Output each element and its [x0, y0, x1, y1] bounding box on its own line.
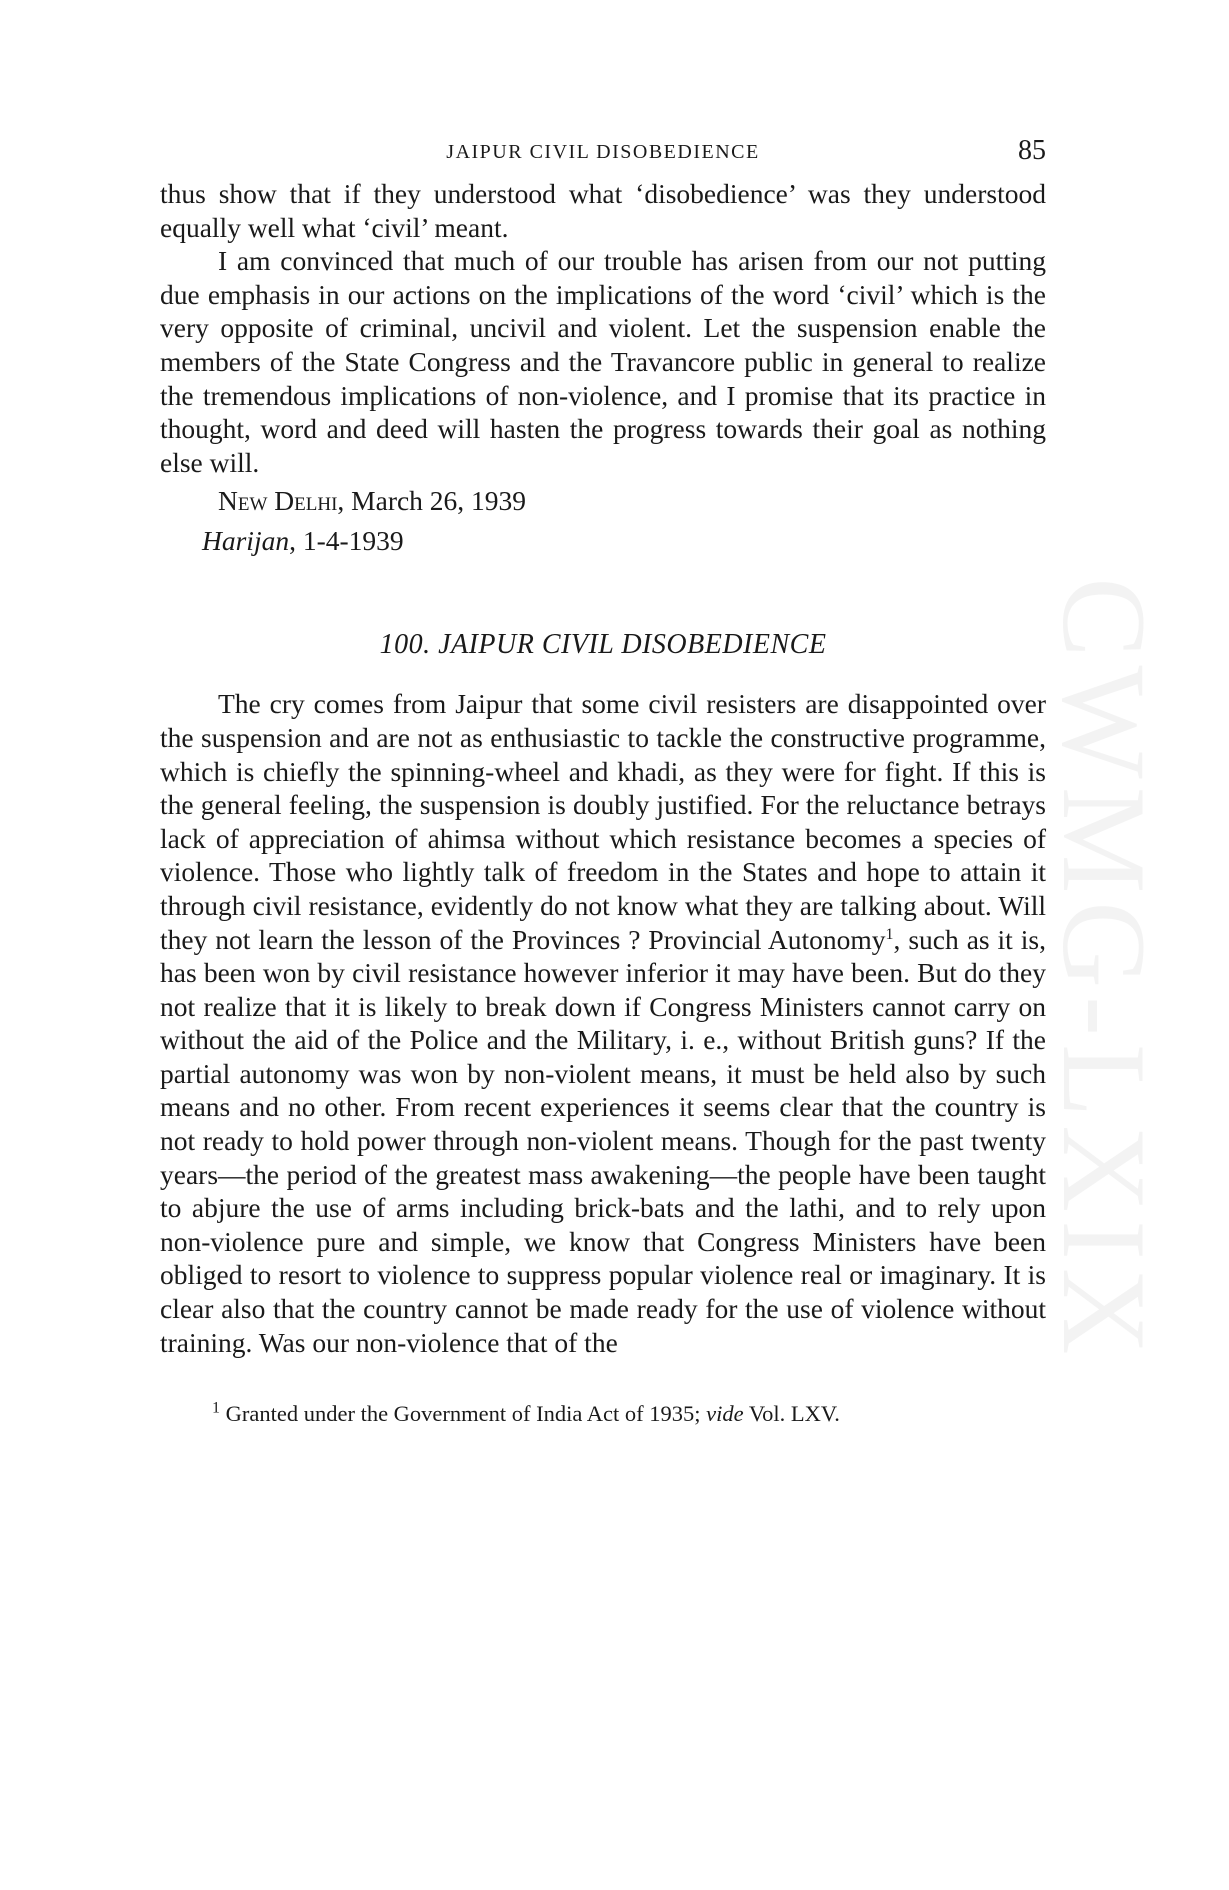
section-body-part-2: , such as it is, has been won by civil resistance however inferior it may have been. But do they not realize that it is likely to break down if Congress Ministers cannot carry on without the aid of the Police and the Military, i. e., without British guns? If the partial autonomy was won by non-violent means, it must be held also by such means and no other. From recent experiences it seems clear that the country is not ready to hold power through non-violent means. Though for the past twenty years—the period of the greatest mass awakening—the people have been taught to abjure the use of arms including brick-bats and the lathi, and to rely upon non-violence pure and simple, we know that Congress Ministers have been obliged to resort to violence to suppress popular violence real or imaginary. It is clear also that the country cannot be made ready for the use of violence without training. Was our non-violence that of the	[160, 923, 1046, 1358]
section-heading: 100. JAIPUR CIVIL DISOBEDIENCE	[379, 629, 827, 661]
dateline	[218, 483, 1046, 519]
watermark-text: CWMG-LXIX	[1038, 577, 1171, 1363]
footnote-marker: 1	[212, 1399, 220, 1417]
section-body-part-1: The cry comes from Jaipur that some civil resisters are disappointed over the suspension and are not as enthusiastic to tackle the constructive programme, which is chiefly the spinning-wheel and khadi, as they were for fight. If this is the general feeling, the suspension is doubly justified. For the reluctance betrays lack of appreciation of ahimsa without which resistance becomes a species of violence. Those who lightly talk of freedom in the States and hope to attain it through civil resistance, evidently do not know what they are talking about. Will they not learn the lesson of the Provinces ? Provincial Autonomy	[160, 688, 1046, 955]
watermark	[1004, 470, 1204, 1470]
document-page	[160, 135, 1046, 1429]
source-citation	[202, 523, 1046, 559]
page-number: 85	[1018, 135, 1046, 166]
footnote-reference[interactable]: 1	[885, 925, 894, 943]
dateline-date: , March 26, 1939	[337, 485, 527, 517]
dateline-place: New Delhi	[218, 485, 338, 517]
section-body	[160, 687, 1046, 1359]
footnote	[212, 1399, 1046, 1429]
source-date: , 1-4-1939	[289, 525, 404, 557]
continued-paragraph: thus show that if they understood what ‘disobedience’ was they understood equally well what ‘civil’ meant.	[160, 178, 1046, 243]
footnote-text-1: Granted under the Government of India Act of 1935;	[220, 1401, 707, 1427]
running-title: JAIPUR CIVIL DISOBEDIENCE	[446, 141, 760, 163]
running-header	[160, 135, 1046, 175]
footnote-italic: vide	[706, 1401, 744, 1427]
paragraph-conviction: I am convinced that much of our trouble has arisen from our not putting due emphasis in our actions on the implications of the word ‘civil’ which is the very opposite of criminal, uncivil and violent. Let the suspension enable the members of the State Congress and the Travancore public in general to realize the tremendous implications of non-violence, and I promise that its practice in thought, word and deed will hasten the progress towards their goal as nothing else will.	[160, 245, 1046, 478]
source-publication: Harijan	[202, 525, 290, 557]
footnote-text-2: Vol. LXV.	[743, 1401, 840, 1427]
